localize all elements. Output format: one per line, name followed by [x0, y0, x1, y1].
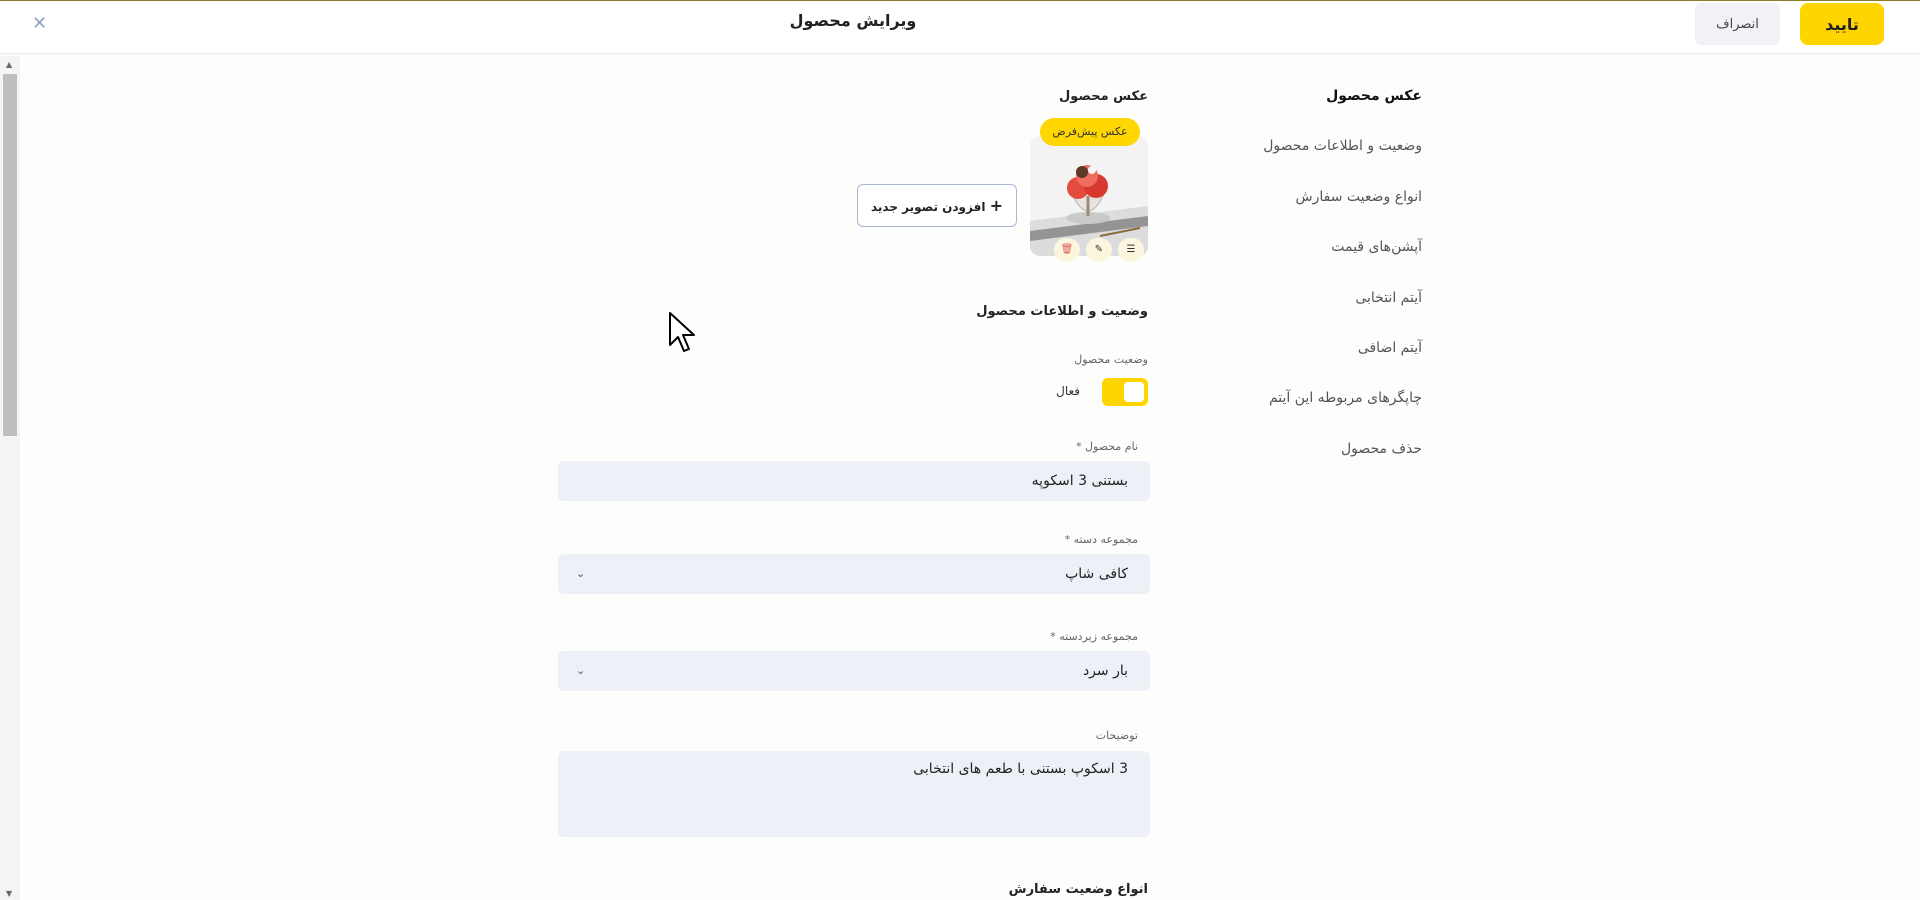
- confirm-button[interactable]: تایید: [1800, 3, 1884, 45]
- plus-icon: +: [989, 196, 1004, 215]
- scroll-up-arrow-icon[interactable]: ▲: [6, 60, 13, 69]
- nav-item-printers[interactable]: چاپگرهای مربوطه این آیتم: [1268, 390, 1422, 407]
- reorder-icon[interactable]: ☰: [1118, 238, 1144, 262]
- subcategory-select[interactable]: [558, 651, 1150, 691]
- photo-section-title: عکس محصول: [1058, 89, 1148, 104]
- delete-icon[interactable]: 🗑: [1054, 238, 1080, 262]
- toggle-knob: [1124, 382, 1144, 402]
- nav-item-status-info[interactable]: وضعیت و اطلاعات محصول: [1263, 138, 1422, 155]
- subcategory-value: بار سرد: [1082, 663, 1128, 679]
- edit-icon[interactable]: ✎: [1086, 238, 1112, 262]
- nav-item-product-photo[interactable]: عکس محصول: [1326, 88, 1422, 104]
- scroll-down-arrow-icon[interactable]: ▼: [6, 889, 13, 898]
- cancel-button[interactable]: انصراف: [1695, 3, 1780, 45]
- nav-item-selectable-item[interactable]: آیتم انتخابی: [1355, 289, 1422, 306]
- chevron-down-icon: ⌄: [576, 567, 586, 580]
- default-photo-badge: عکس پیش‌فرض: [1040, 118, 1140, 146]
- top-bar: [0, 0, 1920, 54]
- order-status-section-title: انواع وضعیت سفارش: [1008, 882, 1148, 897]
- nav-item-extra-item[interactable]: آیتم اضافی: [1357, 339, 1422, 356]
- section-nav: [1180, 88, 1422, 491]
- add-image-label: افزودن تصویر جدید: [870, 200, 986, 214]
- photo-actions: [1040, 238, 1144, 262]
- nav-item-price-options[interactable]: آپشن‌های قیمت: [1331, 239, 1422, 256]
- vertical-scrollbar[interactable]: [0, 56, 20, 900]
- status-section-title: وضعیت و اطلاعات محصول: [976, 304, 1148, 319]
- add-image-button[interactable]: [857, 184, 1017, 227]
- status-toggle[interactable]: [1102, 378, 1148, 406]
- page-title: ویرایش محصول: [789, 11, 917, 30]
- status-label: وضعیت محصول: [1074, 353, 1148, 366]
- description-label: توضیحات: [1095, 729, 1138, 742]
- nav-item-order-status-types[interactable]: انواع وضعیت سفارش: [1295, 188, 1422, 205]
- scroll-thumb[interactable]: [3, 74, 17, 436]
- category-select[interactable]: [558, 554, 1150, 594]
- category-value: کافی شاپ: [1065, 566, 1128, 582]
- category-label: مجموعه دسته *: [1064, 533, 1138, 546]
- close-icon[interactable]: ✕: [32, 13, 48, 34]
- subcategory-label: مجموعه زیردسته *: [1050, 630, 1138, 643]
- status-value: فعال: [1056, 384, 1080, 398]
- nav-item-delete-product[interactable]: حذف محصول: [1340, 440, 1422, 457]
- mouse-cursor-icon: [668, 311, 698, 355]
- description-textarea[interactable]: 3 اسکوپ بستنی با طعم های انتخابی: [558, 751, 1150, 837]
- chevron-down-icon: ⌄: [576, 664, 586, 677]
- product-photo-card: [1030, 118, 1148, 261]
- product-name-input[interactable]: بستنی 3 اسکوپه: [558, 461, 1150, 501]
- product-name-label: نام محصول *: [1076, 440, 1138, 453]
